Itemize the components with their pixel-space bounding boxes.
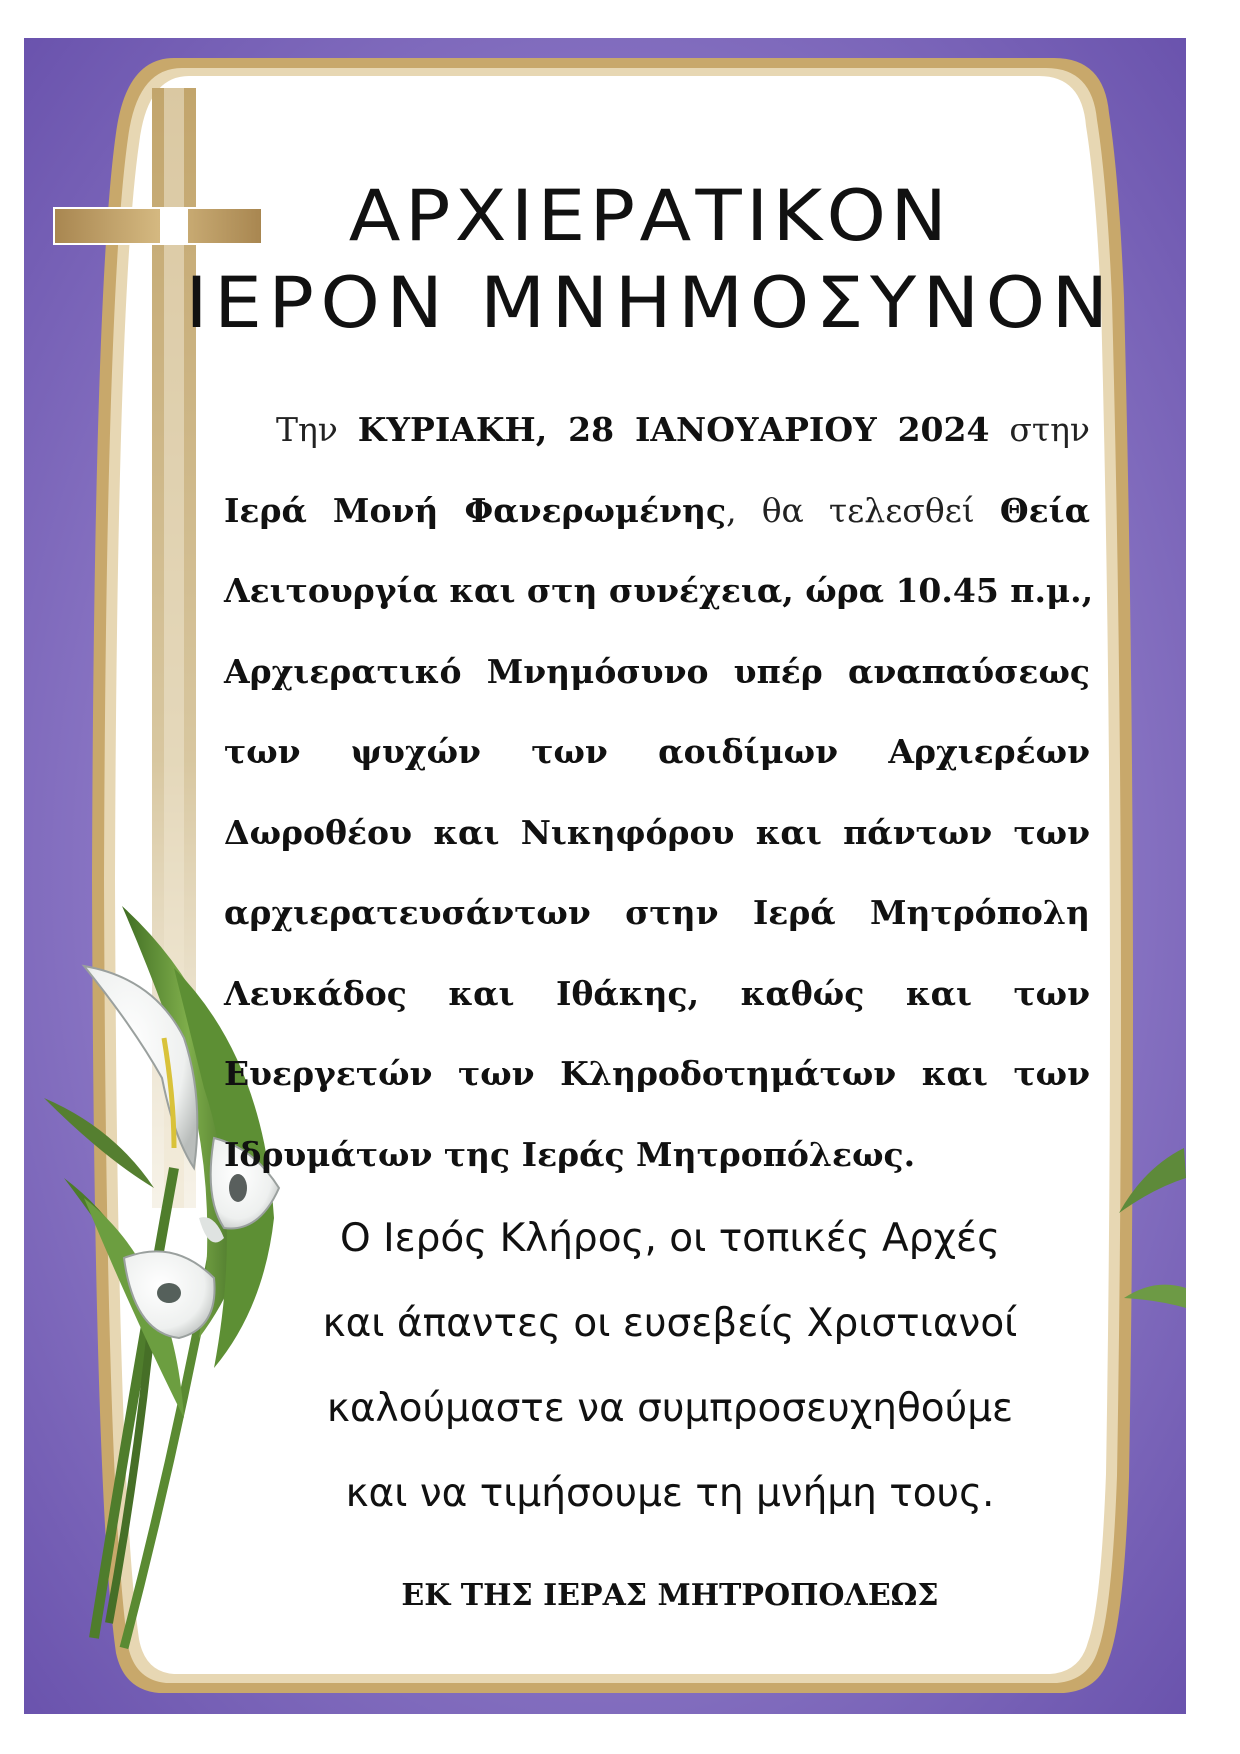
announcement-line: Λειτουργία και στη συνέχεια, ώρα 10.45 π.μ., (224, 571, 1094, 610)
title-line-2: ΙΕΡΟΝ ΜΝΗΜΟΣΥΝΟΝ (185, 262, 1115, 344)
text-span: Θεία (999, 490, 1090, 530)
text-span: Την (276, 410, 358, 449)
title-line-1: ΑΡΧΙΕΡΑΤΙΚΟΝ (348, 175, 952, 257)
text-span: , θα τελεσθεί (726, 490, 1000, 530)
announcement-line: Αρχιερατικό Μνημόσυνο υπέρ αναπαύσεως (224, 651, 1090, 691)
announcement-line: Ιδρυμάτων της Ιεράς Μητροπόλεως. (224, 1134, 916, 1174)
invitation-text (250, 1213, 1090, 1553)
announcement-line: Λευκάδος και Ιθάκης, καθώς και των (224, 973, 1090, 1013)
invitation-line: Ο Ιερός Κλήρος, οι τοπικές Αρχές (339, 1216, 1000, 1261)
invitation-line: και άπαντες οι ευσεβείς Χριστιανοί (322, 1301, 1018, 1346)
announcement-line: αρχιερατευσάντων στην Ιερά Μητρόπολη (224, 893, 1090, 932)
date-text: ΚΥΡΙΑΚΗ, 28 ΙΑΝΟΥΑΡΙΟΥ 2024 (357, 410, 990, 449)
invitation-line: καλούμαστε να συμπροσευχηθούμε (326, 1386, 1014, 1431)
announcement-line (224, 406, 1090, 487)
announcement-line: των ψυχών των αοιδίμων Αρχιερέων (224, 732, 1090, 771)
signature: ΕΚ ΤΗΣ ΙΕΡΑΣ ΜΗΤΡΟΠΟΛΕΩΣ (401, 1578, 939, 1613)
announcement-line: Ευεργετών των Κληροδοτημάτων και των (224, 1054, 1090, 1093)
monastery-name: Ιερά Μονή Φανερωμένης (224, 490, 727, 530)
announcement-text (224, 406, 1094, 1211)
invitation-line: και να τιμήσουμε τη μνήμη τους. (345, 1471, 995, 1516)
announcement-line (224, 487, 1090, 568)
announcement-line: Δωροθέου και Νικηφόρου και πάντων των (224, 812, 1090, 852)
text-span: στην (989, 410, 1090, 449)
